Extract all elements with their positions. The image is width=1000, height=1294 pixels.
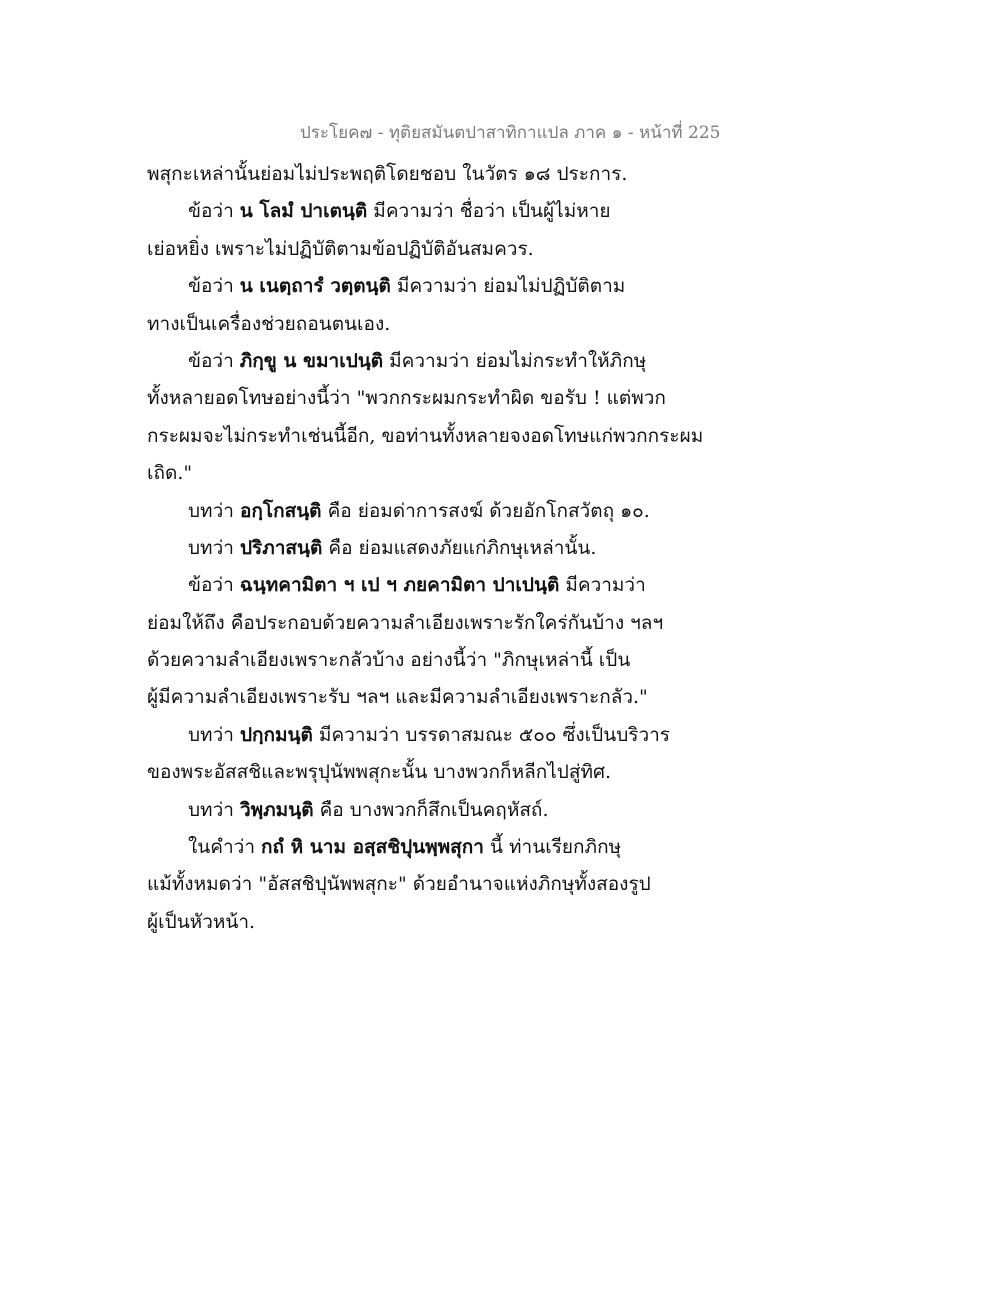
text-segment: มีความว่า ย่อมไม่ปฏิบัติตาม	[390, 275, 626, 298]
text-segment: เถิด."	[147, 462, 193, 485]
text-segment: ผู้มีความลำเอียงเพราะรับ ฯลฯ และมีความลำเอียงเพราะกลัว."	[147, 686, 648, 709]
paragraph-line	[147, 306, 707, 343]
pali-term: น โลมํ ปาเตนฺติ	[239, 200, 368, 223]
pali-term: ปริภาสนฺติ	[239, 536, 323, 559]
text-segment: ข้อว่า	[188, 200, 240, 223]
text-segment: ของพระอัสสชิและพรุปุนัพพสุกะนั้น บางพวกก็หลีกไปสู่ทิศ.	[147, 761, 612, 784]
pali-term: น เนตฺถารํ วตฺตนฺติ	[239, 275, 391, 298]
text-segment: มีความว่า ชื่อว่า เป็นผู้ไม่หาย	[367, 200, 611, 223]
text-segment: คือ ย่อมด่าการสงฆ์ ด้วยอักโกสวัตถุ ๑๐.	[321, 499, 650, 522]
text-segment: บทว่า	[188, 499, 240, 522]
text-segment: ทั้งหลายอดโทษอย่างนี้ว่า "พวกกระผมกระทำผิด ขอรับ ! แต่พวก	[147, 387, 666, 410]
pali-term: อกฺโกสนฺติ	[239, 499, 322, 522]
text-segment: ในคำว่า	[188, 836, 262, 859]
paragraph-first-line	[147, 343, 707, 380]
paragraph-line	[147, 904, 707, 941]
paragraph-line	[147, 156, 707, 193]
pali-term: วิพฺภมนฺติ	[239, 798, 314, 821]
paragraph-first-line	[147, 829, 707, 866]
paragraph-line	[147, 679, 707, 716]
text-segment: มีความว่า ย่อมไม่กระทำให้ภิกษุ	[383, 349, 647, 372]
pali-term: ปกฺกมนฺติ	[239, 723, 313, 746]
text-segment: คือ บางพวกก็สึกเป็นคฤหัสถ์.	[313, 798, 549, 821]
paragraph-first-line	[147, 567, 707, 604]
pali-term: ภิกฺขู น ขมาเปนฺติ	[239, 349, 384, 372]
pali-term: กถํ หิ นาม อสฺสชิปุนพฺพสุกา	[261, 836, 484, 859]
paragraph-line	[147, 380, 707, 417]
paragraph-first-line	[147, 717, 707, 754]
text-segment: บทว่า	[188, 536, 240, 559]
text-segment: ข้อว่า	[188, 574, 240, 597]
pali-term: ฉนฺทคามิตา ฯ เป ฯ ภยคามิตา ปาเปนฺติ	[239, 574, 560, 597]
paragraph-line	[147, 231, 707, 268]
text-segment: มีความว่า บรรดาสมณะ ๕๐๐ ซึ่งเป็นบริวาร	[312, 723, 671, 746]
text-segment: ผู้เป็นหัวหน้า.	[147, 910, 256, 933]
body-text	[147, 156, 707, 941]
text-segment: มีความว่า	[559, 574, 646, 597]
text-segment: พสุกะเหล่านั้นย่อมไม่ประพฤติโดยชอบ ในวัตร ๑๘ ประการ.	[147, 163, 628, 185]
text-segment: บทว่า	[188, 798, 240, 821]
text-segment: ข้อว่า	[188, 349, 240, 372]
paragraph-line	[147, 754, 707, 791]
text-segment: นี้ ท่านเรียกภิกษุ	[483, 836, 622, 859]
text-segment: คือ ย่อมแสดงภัยแก่ภิกษุเหล่านั้น.	[322, 536, 597, 559]
running-header: ประโยค๗ - ทุติยสมันตปาสาทิกาแปล ภาค ๑ - หน้าที่ 225	[300, 123, 721, 143]
paragraph-line	[147, 455, 707, 492]
text-segment: บทว่า	[188, 723, 240, 746]
text-segment: แม้ทั้งหมดว่า "อัสสชิปุนัพพสุกะ" ด้วยอำนาจแห่งภิกษุทั้งสองรูป	[147, 873, 651, 896]
paragraph-line	[147, 866, 707, 903]
text-segment: ทางเป็นเครื่องช่วยถอนตนเอง.	[147, 312, 391, 335]
text-segment: กระผมจะไม่กระทำเช่นนี้อีก, ขอท่านทั้งหลายจงอดโทษแก่พวกกระผม	[147, 424, 704, 447]
paragraph-first-line	[147, 193, 707, 230]
paragraph-first-line	[147, 493, 707, 530]
paragraph-first-line	[147, 792, 707, 829]
text-segment: ด้วยความลำเอียงเพราะกลัวบ้าง อย่างนี้ว่า "ภิกษุเหล่านี้ เป็น	[147, 649, 631, 672]
text-segment: ย่อมให้ถึง คือประกอบด้วยความลำเอียงเพราะรักใคร่กันบ้าง ฯลฯ	[147, 611, 664, 634]
paragraph-first-line	[147, 530, 707, 567]
paragraph-line	[147, 642, 707, 679]
paragraph-first-line	[147, 268, 707, 305]
text-segment: ข้อว่า	[188, 275, 240, 298]
text-segment: เย่อหยิ่ง เพราะไม่ปฏิบัติตามข้อปฏิบัติอันสมควร.	[147, 237, 534, 260]
paragraph-line	[147, 605, 707, 642]
paragraph-line	[147, 418, 707, 455]
